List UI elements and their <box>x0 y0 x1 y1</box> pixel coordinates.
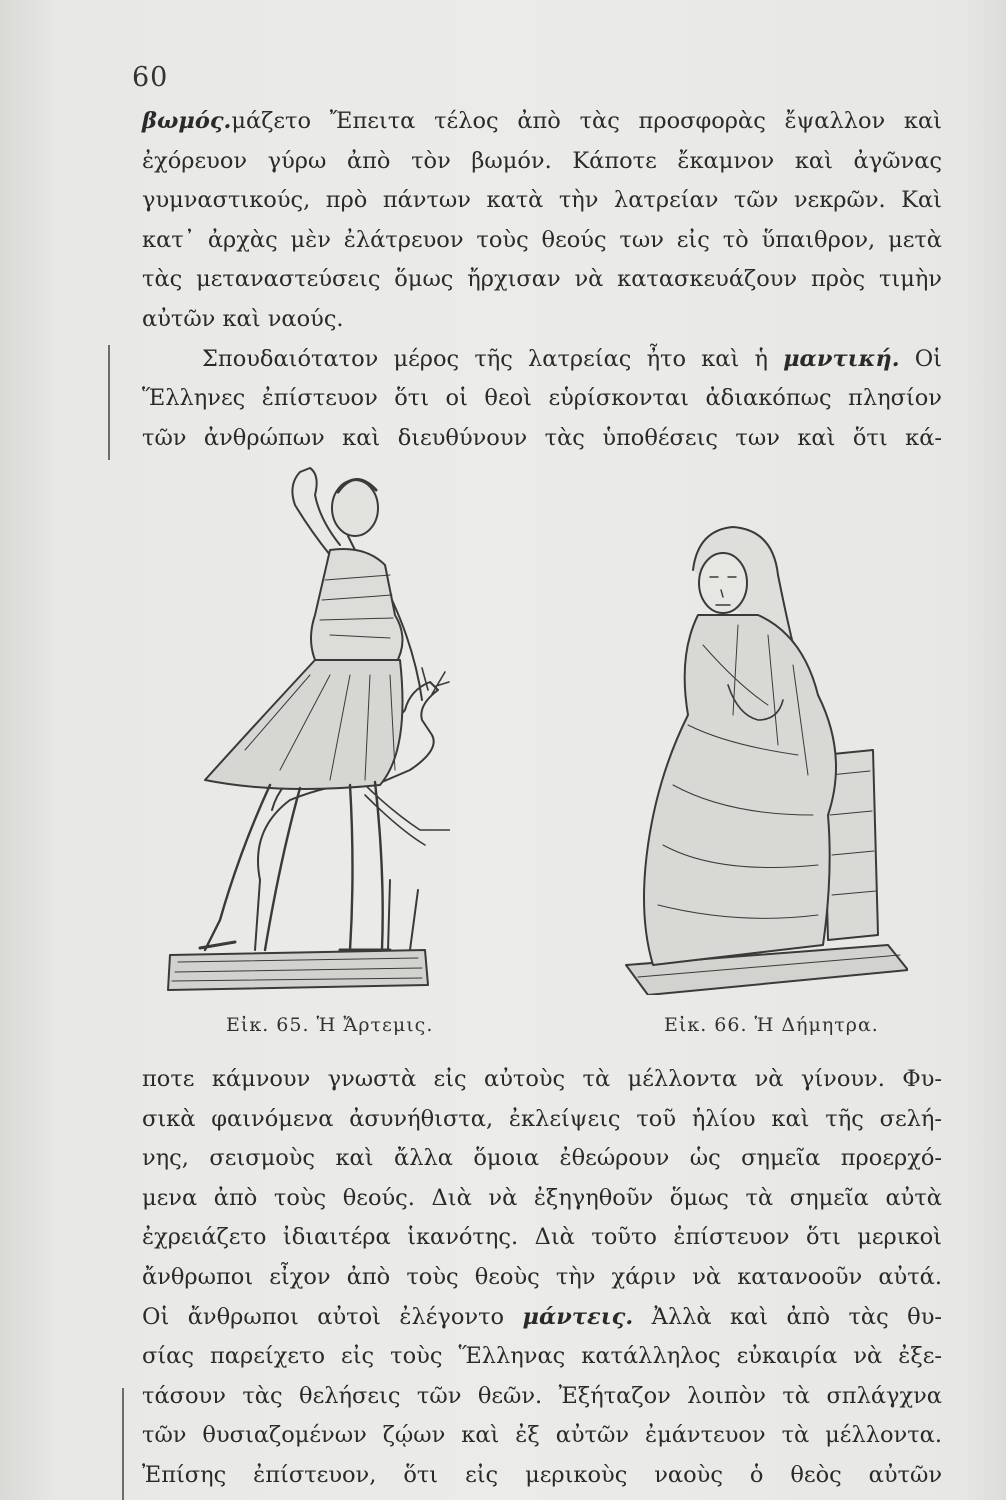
text-fragment: μάζετο Ἔπειτα τέλος ἀπὸ τὰς προσφορὰς ἔψαλλον καὶ <box>231 108 942 134</box>
demeter-statue-illustration <box>618 515 908 995</box>
text-line <box>142 1298 942 1338</box>
text-line: σικὰ φαινόμενα ἀσυνήθιστα, ἐκλείψεις τοῦ ἡλίου καὶ τῆς σελή- <box>142 1105 942 1132</box>
text-line: Ἕλληνες ἐπίστευον ὅτι οἱ θεοὶ εὑρίσκονται ἀδιακόπως πλησίον <box>142 385 942 412</box>
figure-65-caption: Εἰκ. 65. Ἡ Ἄρτεμις. <box>226 1014 434 1036</box>
text-line: γυμναστικούς, πρὸ πάντων κατὰ τὴν λατρείαν τῶν νεκρῶν. Καὶ <box>142 187 942 214</box>
text-line: ἐχρειάζετο ἰδιαιτέρα ἱκανότης. Διὰ τοῦτο ἐπίστευον ὅτι μερικοὶ <box>142 1224 942 1251</box>
text-line: ἐχόρευον γύρω ἀπὸ τὸν βωμόν. Κάποτε ἔκαμνον καὶ ἀγῶνας <box>142 147 942 174</box>
text-line: τὰς μεταναστεύσεις ὅμως ἤρχισαν νὰ κατασκευάζουν πρὸς τιμὴν <box>142 266 942 293</box>
emphasis-mantiki: μαντική. <box>783 345 900 372</box>
text-fragment: Οἱ ἄνθρωποι αὐτοὶ ἐλέγοντο <box>142 1303 523 1330</box>
figure-66-caption: Εἰκ. 66. Ἡ Δήμητρα. <box>664 1014 879 1036</box>
text-block-top <box>142 102 942 458</box>
text-line: τάσουν τὰς θελήσεις τῶν θεῶν. Ἐξήταζον λοιπὸν τὰ σπλάγχνα <box>142 1382 942 1409</box>
emphasis-bomos: βωμός. <box>142 108 232 134</box>
text-line: Ἐπίσης ἐπίστευον, ὅτι εἰς μερικοὺς ναοὺς ὁ θεὸς αὐτῶν <box>142 1461 942 1488</box>
text-line <box>142 102 942 142</box>
text-line: κατ᾽ ἀρχὰς μὲν ἐλάτρευον τοὺς θεούς των εἰς τὸ ὕπαιθρον, μετὰ <box>142 226 942 253</box>
text-line: μενα ἀπὸ τοὺς θεούς. Διὰ νὰ ἐξηγηθοῦν ὅμως τὰ σημεῖα αὐτὰ <box>142 1184 942 1211</box>
text-fragment: Ἀλλὰ καὶ ἀπὸ τὰς θυ- <box>633 1303 942 1330</box>
text-line: σίας παρείχετο εἰς τοὺς Ἕλληνας κατάλληλος εὐκαιρία νὰ ἐξε- <box>142 1343 942 1370</box>
page-number: 60 <box>132 62 169 93</box>
text-line <box>142 340 942 380</box>
text-line: τῶν θυσιαζομένων ζῴων καὶ ἐξ αὐτῶν ἐμάντευον τὰ μέλλοντα. <box>142 1422 942 1449</box>
text-block-bottom <box>142 1060 942 1496</box>
emphasis-manteis: μάντεις. <box>522 1303 634 1330</box>
text-fragment: Οἱ <box>899 345 943 372</box>
text-line: ἄνθρωποι εἶχον ἀπὸ τοὺς θεοὺς τὴν χάριν νὰ κατανοοῦν αὐτά. <box>142 1263 942 1290</box>
text-line: τῶν ἀνθρώπων καὶ διευθύνουν τὰς ὑποθέσεις των καὶ ὅτι κά- <box>142 424 942 451</box>
text-line: ποτε κάμνουν γνωστὰ εἰς αὐτοὺς τὰ μέλλοντα νὰ γίνουν. Φυ- <box>142 1066 942 1092</box>
text-line: νης, σεισμοὺς καὶ ἄλλα ὅμοια ἐθεώρουν ὡς σημεῖα προερχό- <box>142 1145 942 1172</box>
margin-mark <box>108 345 110 460</box>
text-line: αὐτῶν καὶ ναούς. <box>142 305 344 332</box>
text-fragment: Σπουδαιότατον μέρος τῆς λατρείας ἦτο καὶ ἡ <box>202 345 784 372</box>
artemis-statue-illustration <box>160 450 450 995</box>
margin-mark <box>122 1388 124 1500</box>
